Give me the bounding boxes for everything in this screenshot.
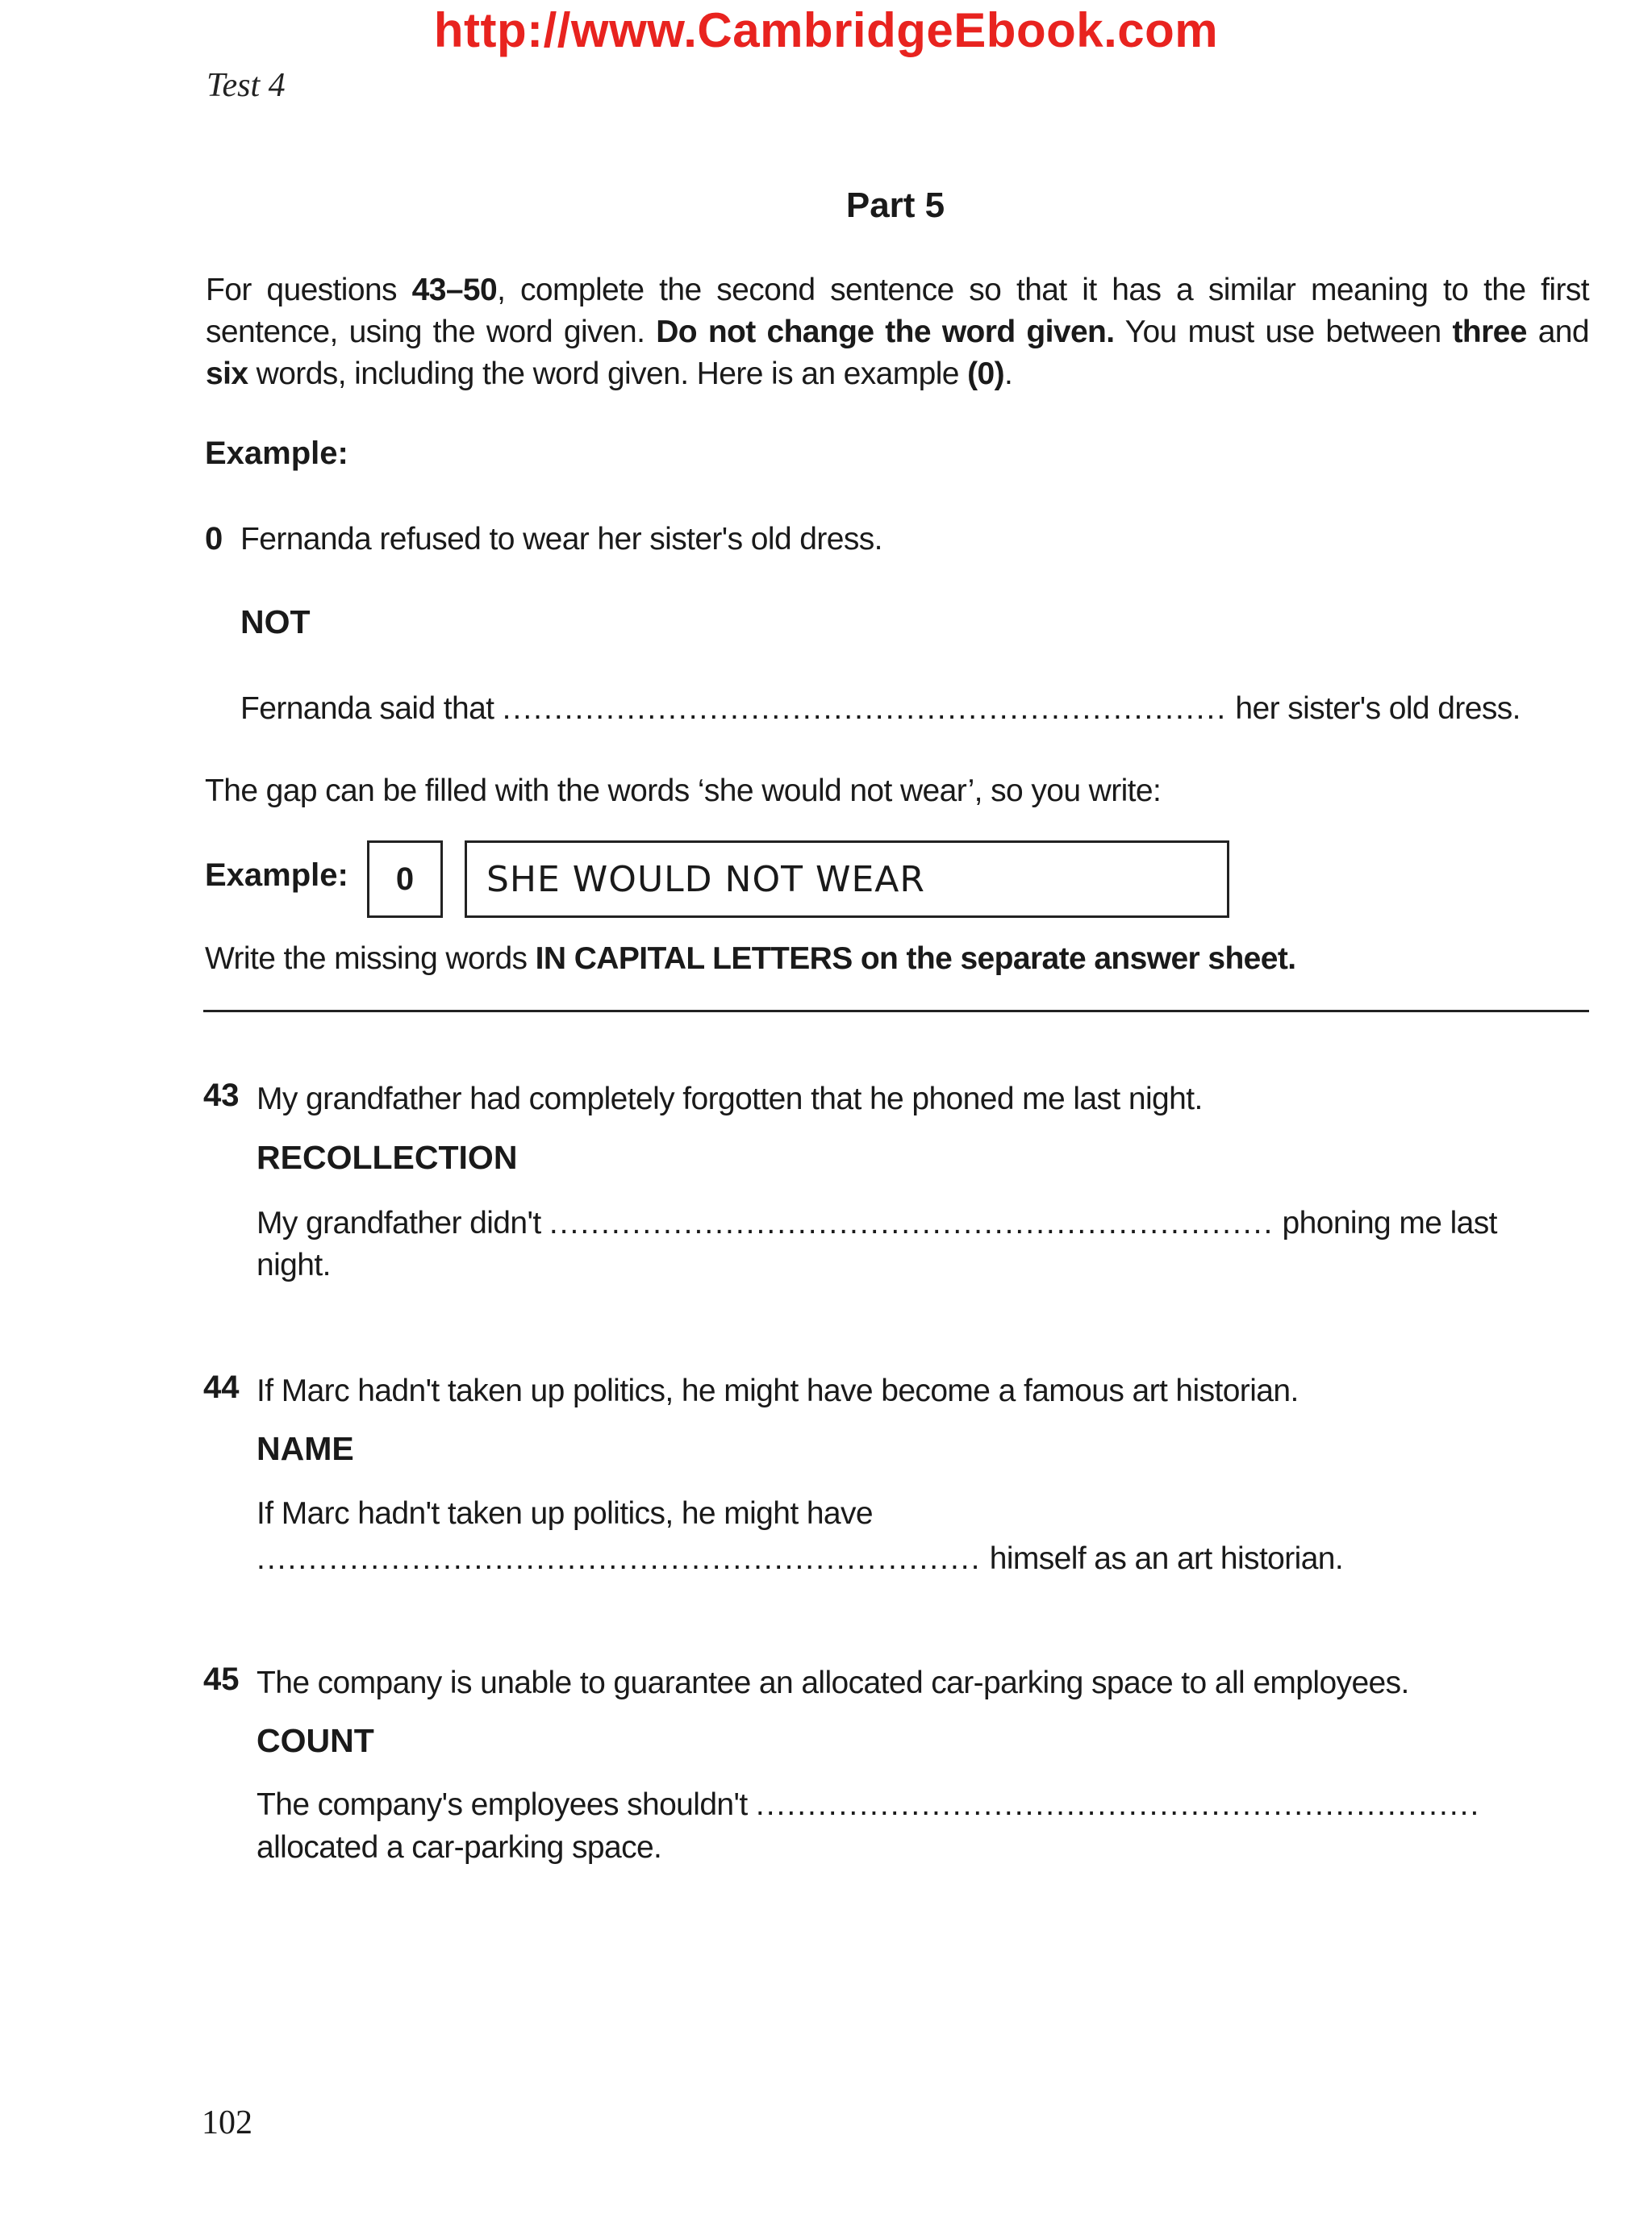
answer-gap: ...................................................................... xyxy=(257,1541,982,1576)
part-title: Part 5 xyxy=(845,186,945,225)
instructions-text: , complete the second sentence so that it has a similar meaning to the first sentence, using the word given. xyxy=(206,273,1589,349)
example-heading: Example: xyxy=(205,436,348,471)
question-transformed-sentence: If Marc hadn't taken up politics, he might have xyxy=(257,1496,874,1531)
example-suffix: her sister's old dress. xyxy=(1235,691,1521,726)
question-suffix: phoning me last xyxy=(1282,1206,1497,1241)
running-head: Test 4 xyxy=(206,67,286,104)
question-continuation: allocated a car-parking space. xyxy=(257,1830,662,1865)
example-transformed-sentence xyxy=(240,688,1612,730)
question-continuation: night. xyxy=(257,1248,331,1282)
page-number: 102 xyxy=(202,2104,252,2141)
example-number-box: 0 xyxy=(367,840,443,918)
instructions-bold: three xyxy=(1452,315,1527,349)
question-number: 43 xyxy=(203,1078,240,1113)
question-number: 45 xyxy=(203,1662,240,1697)
question-keyword: NAME xyxy=(257,1430,354,1467)
instructions-paragraph xyxy=(206,269,1589,395)
example-keyword: NOT xyxy=(240,603,311,640)
question-sentence: My grandfather had completely forgotten that he phoned me last night. xyxy=(257,1082,1203,1116)
example-prefix: Fernanda said that xyxy=(240,691,494,726)
instructions-text: and xyxy=(1526,315,1589,349)
section-divider xyxy=(203,1010,1589,1012)
question-prefix: The company's employees shouldn't xyxy=(257,1787,748,1822)
example-explanation: The gap can be filled with the words ‘she would not wear’, so you write: xyxy=(205,773,1162,808)
instructions-text: For questions xyxy=(206,273,412,307)
answer-gap: ...................................................................... xyxy=(549,1206,1274,1241)
question-sentence: The company is unable to guarantee an allocated car-parking space to all employees. xyxy=(257,1666,1409,1700)
instructions-text: You must use between xyxy=(1114,315,1453,349)
question-gap-line xyxy=(257,1538,1343,1580)
instructions-bold: (0) xyxy=(967,357,1004,391)
instructions-bold: Do not change the word given. xyxy=(656,315,1115,349)
write-instruction-text: Write the missing words xyxy=(205,941,536,976)
question-sentence: If Marc hadn't taken up politics, he might have become a famous art historian. xyxy=(257,1374,1299,1408)
instructions-text: words, including the word given. Here is an example xyxy=(248,357,968,391)
example-answer-box: SHE WOULD NOT WEAR xyxy=(465,840,1229,918)
write-instruction xyxy=(205,938,1295,980)
example-box-label: Example: xyxy=(205,857,348,893)
instructions-bold: six xyxy=(206,357,248,391)
instructions-bold: 43–50 xyxy=(411,273,498,307)
question-keyword: COUNT xyxy=(257,1722,374,1759)
answer-gap: ...................................................................... xyxy=(502,691,1228,726)
question-transformed-sentence xyxy=(257,1203,1612,1245)
example-sentence: Fernanda refused to wear her sister's old dress. xyxy=(240,522,882,557)
answer-gap: ...................................................................... xyxy=(755,1787,1481,1822)
source-url: http://www.CambridgeEbook.com xyxy=(433,3,1219,57)
instructions-text: . xyxy=(1003,357,1013,391)
write-instruction-bold: IN CAPITAL LETTERS on the separate answer sheet. xyxy=(535,941,1296,976)
example-number: 0 xyxy=(205,521,223,557)
question-transformed-sentence xyxy=(257,1784,1612,1826)
question-prefix: My grandfather didn't xyxy=(257,1206,541,1241)
question-suffix: himself as an art historian. xyxy=(989,1541,1344,1576)
question-number: 44 xyxy=(203,1370,240,1405)
question-keyword: RECOLLECTION xyxy=(257,1139,518,1176)
